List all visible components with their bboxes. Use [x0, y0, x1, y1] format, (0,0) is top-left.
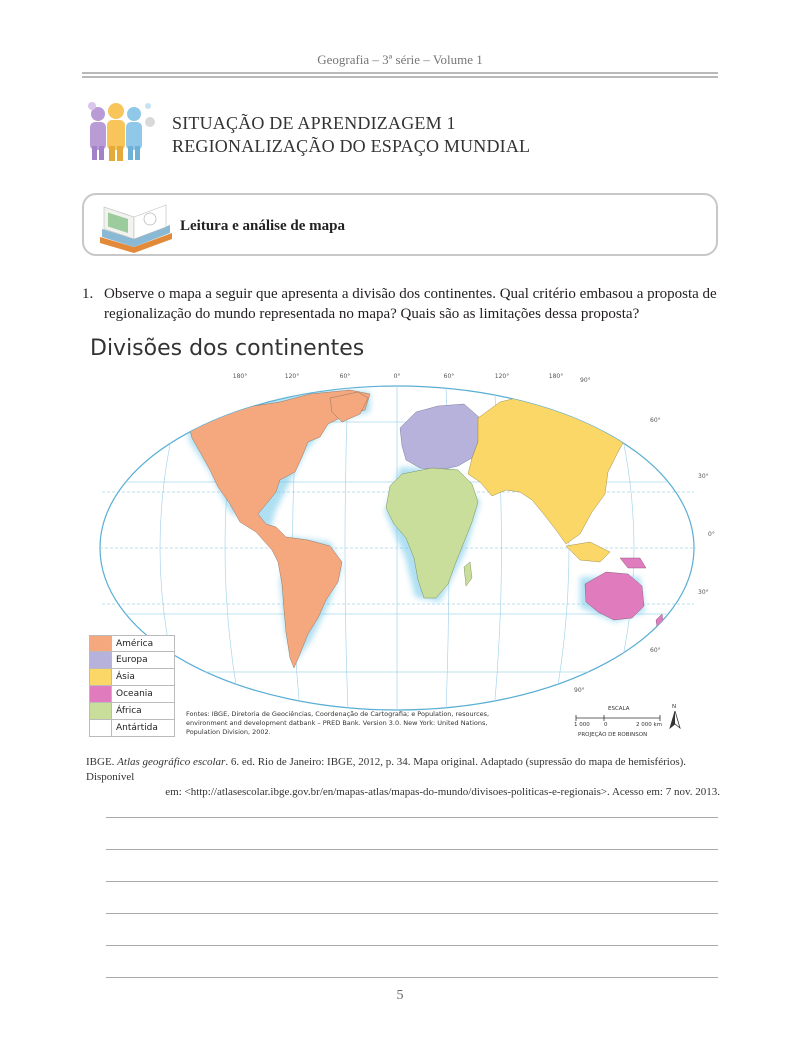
lat-label: 90°	[574, 687, 585, 694]
citation-work: Atlas geográfico escolar	[117, 756, 226, 768]
answer-line[interactable]	[106, 817, 718, 818]
scale-left: 1 000	[574, 722, 590, 728]
legend-swatch	[90, 703, 112, 719]
legend-item-africa	[89, 703, 175, 720]
citation-line2: em: <http://atlasescolar.ibge.gov.br/en/mapas-atlas/mapas-do-mundo/divisoes-politicas-e-regionais>. Acesso em: 7 nov. 2013.	[165, 786, 720, 798]
citation-author: IBGE.	[86, 756, 115, 768]
book-icon	[94, 193, 178, 253]
answer-line[interactable]	[106, 945, 718, 946]
page-number: 5	[396, 988, 404, 1003]
map-title: Divisões dos continentes	[90, 336, 365, 361]
legend-item-america	[89, 635, 175, 652]
lon-label: 120°	[494, 373, 510, 380]
map-source-note: Fontes: IBGE, Diretoria de Geociências, Coordenação de Cartografia; e Population, resources, environment and development datbank – PRED Bank. Version 3.0. New York: United Nations, Population Division, 2002.	[186, 710, 490, 736]
scale-zero: 0	[604, 722, 608, 728]
lon-label: 60°	[443, 373, 455, 380]
running-head: Geografia – 3ª série – Volume 1	[317, 52, 483, 67]
longitude-labels	[233, 373, 563, 380]
scale-title: ESCALA	[608, 706, 630, 712]
situation-title	[172, 112, 530, 158]
lat-label: 0°	[708, 531, 715, 538]
legend-item-asia	[89, 669, 175, 686]
map-legend	[89, 635, 175, 737]
lon-label: 0°	[393, 373, 401, 380]
lon-label: 180°	[232, 373, 248, 380]
lat-label: 30°	[698, 589, 709, 596]
question-text: Observe o mapa a seguir que apresenta a divisão dos continentes. Qual critério embasou a proposta de regionalização do mundo representada no mapa? Quais são as limitações dessa proposta?	[104, 286, 717, 322]
answer-line[interactable]	[106, 849, 718, 850]
citation-details: . 6. ed. Rio de Janeiro: IBGE, 2012, p. 34. Mapa original. Adaptado (supressão do mapa de hemisférios). Disponível	[86, 756, 687, 783]
situation-title-line2: REGIONALIZAÇÃO DO ESPAÇO MUNDIAL	[172, 136, 531, 156]
legend-swatch	[90, 669, 112, 685]
legend-label: Europa	[116, 655, 148, 665]
answer-line[interactable]	[106, 977, 718, 978]
north-label: N	[672, 704, 677, 710]
world-map-svg	[80, 362, 720, 742]
scale-right: 2 000 km	[636, 722, 663, 728]
lat-label: 60°	[650, 417, 661, 424]
world-map	[80, 362, 720, 742]
lon-label: 60°	[339, 373, 351, 380]
source-citation	[86, 755, 720, 800]
answer-line[interactable]	[106, 881, 718, 882]
legend-swatch	[90, 636, 112, 651]
north-arrow-icon	[669, 711, 681, 729]
legend-swatch	[90, 720, 112, 736]
section-label: Leitura e análise de mapa	[180, 218, 345, 234]
legend-label: Antártida	[116, 723, 158, 733]
legend-swatch	[90, 652, 112, 668]
situation-title-line1: SITUAÇÃO DE APRENDIZAGEM 1	[172, 113, 456, 133]
legend-item-antarctica	[89, 720, 175, 737]
header-rule	[82, 72, 718, 78]
legend-label: África	[116, 706, 142, 716]
lat-label: 60°	[650, 647, 661, 654]
lat-label: 90°	[580, 377, 591, 384]
lon-label: 120°	[284, 373, 300, 380]
projection-label: PROJEÇÃO DE ROBINSON	[578, 732, 648, 738]
lon-label: 180°	[548, 373, 564, 380]
lat-label: 30°	[698, 473, 709, 480]
legend-item-europe	[89, 652, 175, 669]
legend-label: Ásia	[116, 672, 135, 682]
answer-line[interactable]	[106, 913, 718, 914]
legend-item-oceania	[89, 686, 175, 703]
legend-swatch	[90, 686, 112, 702]
legend-label: Oceania	[116, 689, 153, 699]
legend-label: América	[116, 638, 154, 649]
citation-line1	[86, 755, 720, 785]
scale-bar	[574, 714, 664, 722]
people-group-icon	[84, 100, 160, 162]
question-number: 1.	[82, 286, 94, 302]
